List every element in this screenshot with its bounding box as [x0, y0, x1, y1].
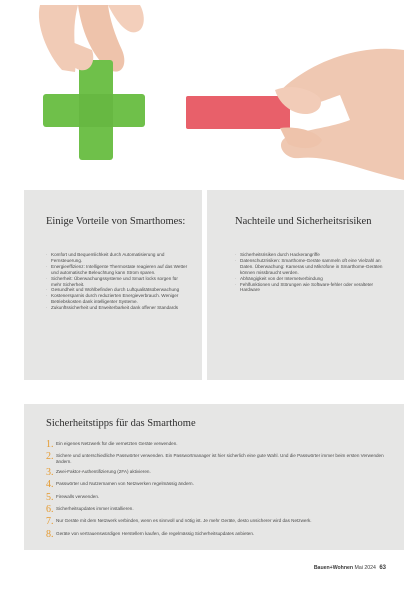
- tip-text: Zwei-Faktor-Authentifizierung (2FA) aktivieren.: [56, 469, 151, 475]
- pros-cons-panels: [24, 190, 404, 380]
- vorteile-panel: [24, 190, 202, 380]
- tip-text: Nur Geräte mit dem Netzwerk verbinden, wenn es sinnvoll und nötig ist. Je mehr Geräte, desto unsicherer wird das Netzwerk.: [56, 518, 312, 524]
- list-item: [46, 468, 386, 477]
- list-item: · Sicherheit: Überwachungssysteme und Smart locks sorgen für mehr Sicherheit.: [46, 276, 188, 288]
- list-item: · Abhängigkeit von der Internetverbindung: [235, 276, 385, 282]
- tips-title: Sicherheitstipps für das Smarthome: [46, 418, 196, 429]
- tip-text: Firewalls verwenden.: [56, 493, 100, 499]
- vorteile-list: [46, 252, 188, 311]
- page-footer: [314, 565, 386, 571]
- nachteile-panel: [207, 190, 404, 380]
- tip-text: Sicherheitsupdates immer installieren.: [56, 506, 134, 512]
- tip-text: Geräte von vertrauenswürdigen Herstellern kaufen, die regelmässig Sicherheitsupdates anbieten.: [56, 530, 255, 536]
- tip-number: 1.: [46, 439, 54, 450]
- page-number: 63: [379, 565, 386, 571]
- tip-text: Ein eigenes Netzwerk für die vernetzten Geräte verwenden.: [56, 441, 178, 446]
- list-item: · Sicherheitsrisiken durch Hackerangriffe: [235, 252, 385, 258]
- list-item: · Komfort und Bequemlichkeit durch Automatisierung und Fernsteuerung.: [46, 252, 188, 264]
- list-item: [46, 493, 386, 502]
- list-item: · Datenschutzrisiken: Smarthome-Geräte sammeln oft eine Vielzahl an Daten. Überwachung: Kameras und Mikrofone in Smarthome-Geräten können missbraucht werden.: [235, 258, 385, 276]
- list-item: [46, 480, 386, 489]
- tip-number: 5.: [46, 491, 54, 503]
- list-item: · Energieeffizienz: Intelligente Thermostate reagieren auf das Wetter und automatische Beleuchtung kann Strom sparen.: [46, 264, 188, 276]
- security-tips-box: [24, 404, 404, 550]
- list-item: [46, 452, 386, 465]
- tip-text: Passwörter und Nutzernamen von Netzwerken regelmässig ändern.: [56, 481, 194, 487]
- issue-date: Mai 2024: [354, 565, 376, 571]
- tip-number: 2.: [46, 451, 54, 463]
- tips-list: [46, 440, 386, 542]
- list-item: · Gesundheit und Wohlbefinden durch Luftqualitätsüberwachung: [46, 287, 188, 293]
- vorteile-title: Einige Vorteile von Smarthomes:: [46, 216, 186, 227]
- tip-number: 6.: [46, 504, 54, 516]
- tip-number: 3.: [46, 467, 54, 479]
- tip-text: Sichere und unterschiedliche Passwörter verwenden. Ein Passwortmanager ist hier sicherlich eine gute Wahl. Und die Passwörter immer beim ersten Verwenden ändern.: [56, 453, 384, 465]
- list-item: [46, 517, 386, 526]
- list-item: · Kostenersparnis durch reduzierten Energieverbrauch. Weniger Betriebskosten dank intelligenter Systeme.: [46, 293, 188, 305]
- list-item: · Fehlfunktionen und Störungen wie Software-fehler oder veralteter Hardware: [235, 282, 385, 294]
- tip-number: 4.: [46, 479, 54, 491]
- magazine-name: Bauen+Wohnen: [313, 565, 354, 571]
- nachteile-title: Nachteile und Sicherheitsrisiken: [235, 216, 372, 227]
- minus-sign-icon: [186, 96, 290, 129]
- tip-number: 8.: [46, 528, 54, 540]
- list-item: [46, 505, 386, 514]
- list-item: · Zukunftssicherheit und Erweiterbarkeit dank offener Standards: [46, 305, 188, 311]
- hands-plus-minus-illustration: [0, 0, 404, 190]
- tip-number: 7.: [46, 516, 54, 528]
- hero-photo: [0, 0, 404, 190]
- plus-sign-icon: [43, 60, 145, 160]
- list-item: [46, 440, 386, 449]
- nachteile-list: [235, 252, 385, 293]
- list-item: [46, 530, 386, 539]
